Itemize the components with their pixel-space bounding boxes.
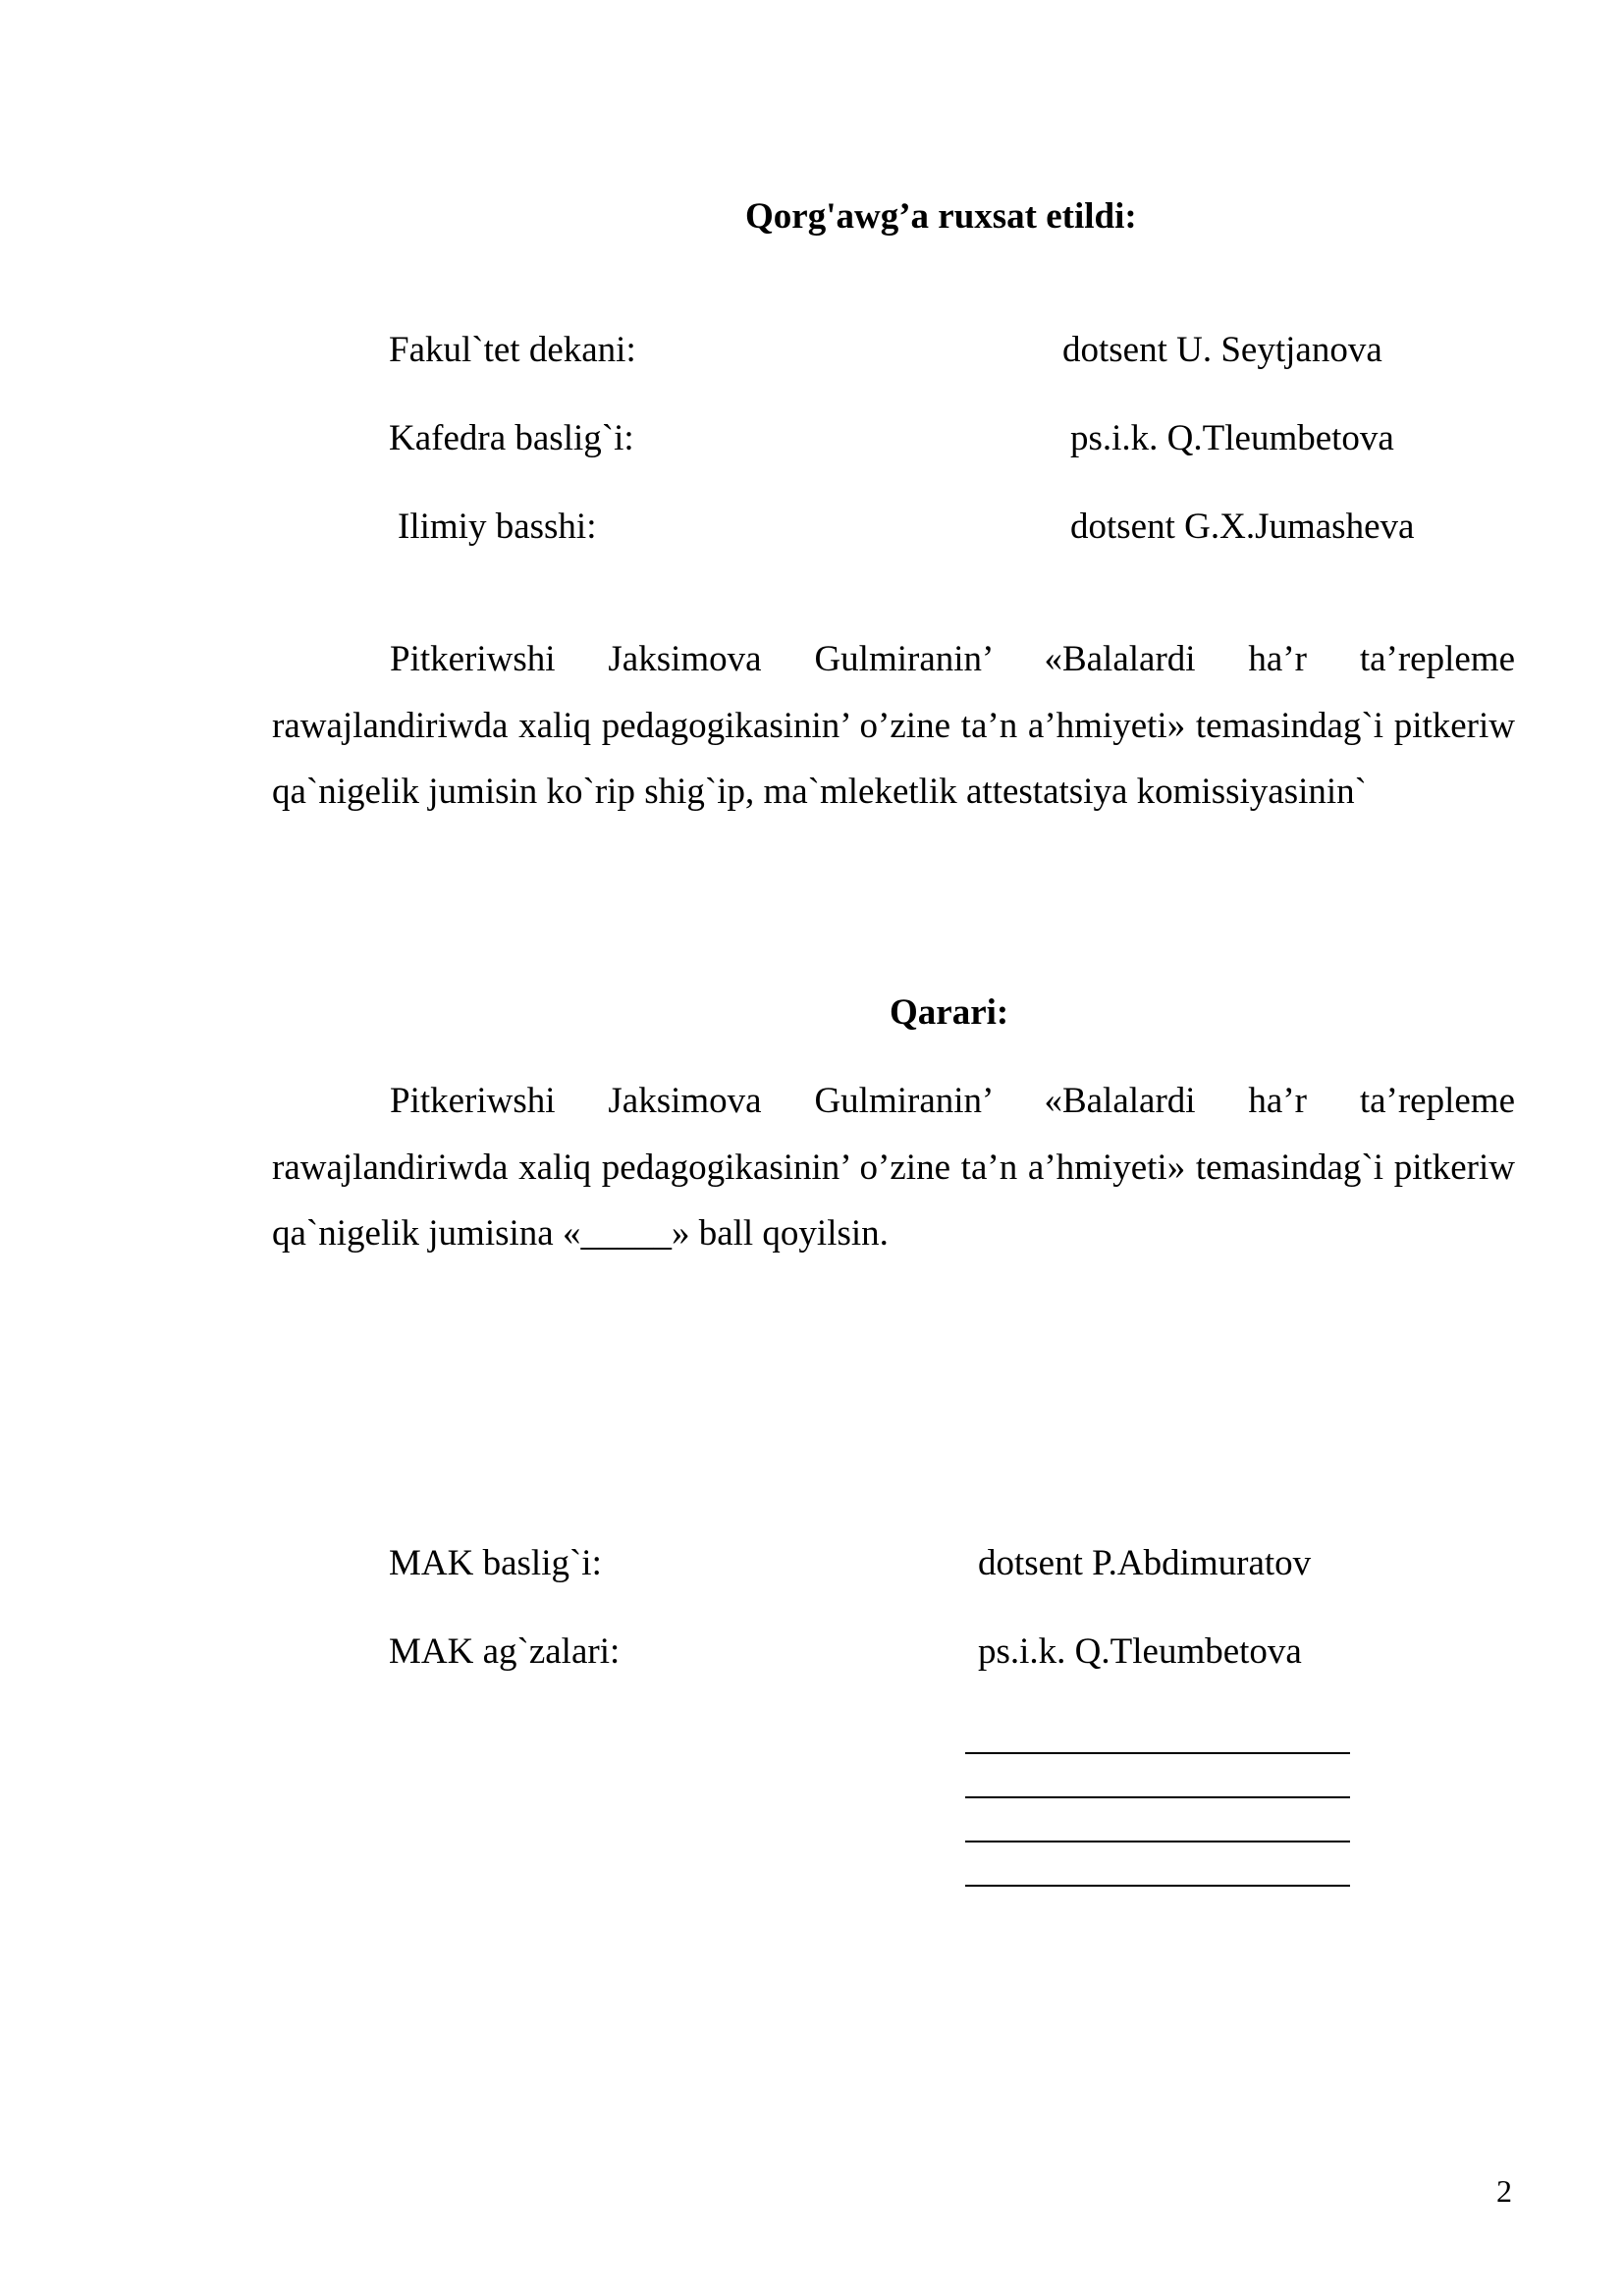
signatory-role-dean: Fakul`tet dekani: bbox=[389, 330, 636, 370]
signatory-name-department-head: ps.i.k. Q.Tleumbetova bbox=[1070, 418, 1394, 458]
signature-blank-line bbox=[965, 1885, 1350, 1887]
intro-paragraph: Pitkeriwshi Jaksimova Gulmiranin’ «Balalardi ha’r ta’repleme rawajlandiriwda xaliq pedagogikasinin’ o’zine ta’n a’hmiyeti» temasindag`i pitkeriw qa`nigelik jumisin ko`rip shig`ip, ma`mleketlik attestatsiya komissiyasinin` bbox=[272, 639, 1515, 812]
signature-blank-line bbox=[965, 1841, 1350, 1842]
page-number: 2 bbox=[1496, 2173, 1512, 2209]
signature-blank-line bbox=[965, 1796, 1350, 1798]
commission-chair-role: MAK baslig`i: bbox=[389, 1543, 602, 1583]
decision-title: Qarari: bbox=[890, 992, 1009, 1033]
signatory-name-supervisor: dotsent G.X.Jumasheva bbox=[1070, 507, 1415, 547]
decision-paragraph: Pitkeriwshi Jaksimova Gulmiranin’ «Balalardi ha’r ta’repleme rawajlandiriwda xaliq pedagogikasinin’ o’zine ta’n a’hmiyeti» temasindag`i pitkeriw qa`nigelik jumisina «_____» ball qoyilsin. bbox=[272, 1081, 1515, 1254]
commission-members-name: ps.i.k. Q.Tleumbetova bbox=[978, 1631, 1302, 1672]
signature-blank-line bbox=[965, 1752, 1350, 1754]
signatory-role-supervisor: Ilimiy basshi: bbox=[398, 507, 597, 547]
signatory-role-department-head: Kafedra baslig`i: bbox=[389, 418, 634, 458]
commission-chair-name: dotsent P.Abdimuratov bbox=[978, 1543, 1312, 1583]
commission-members-role: MAK ag`zalari: bbox=[389, 1631, 621, 1672]
approval-title: Qorg'awg’a ruxsat etildi: bbox=[745, 196, 1137, 237]
signatory-name-dean: dotsent U. Seytjanova bbox=[1062, 330, 1382, 370]
